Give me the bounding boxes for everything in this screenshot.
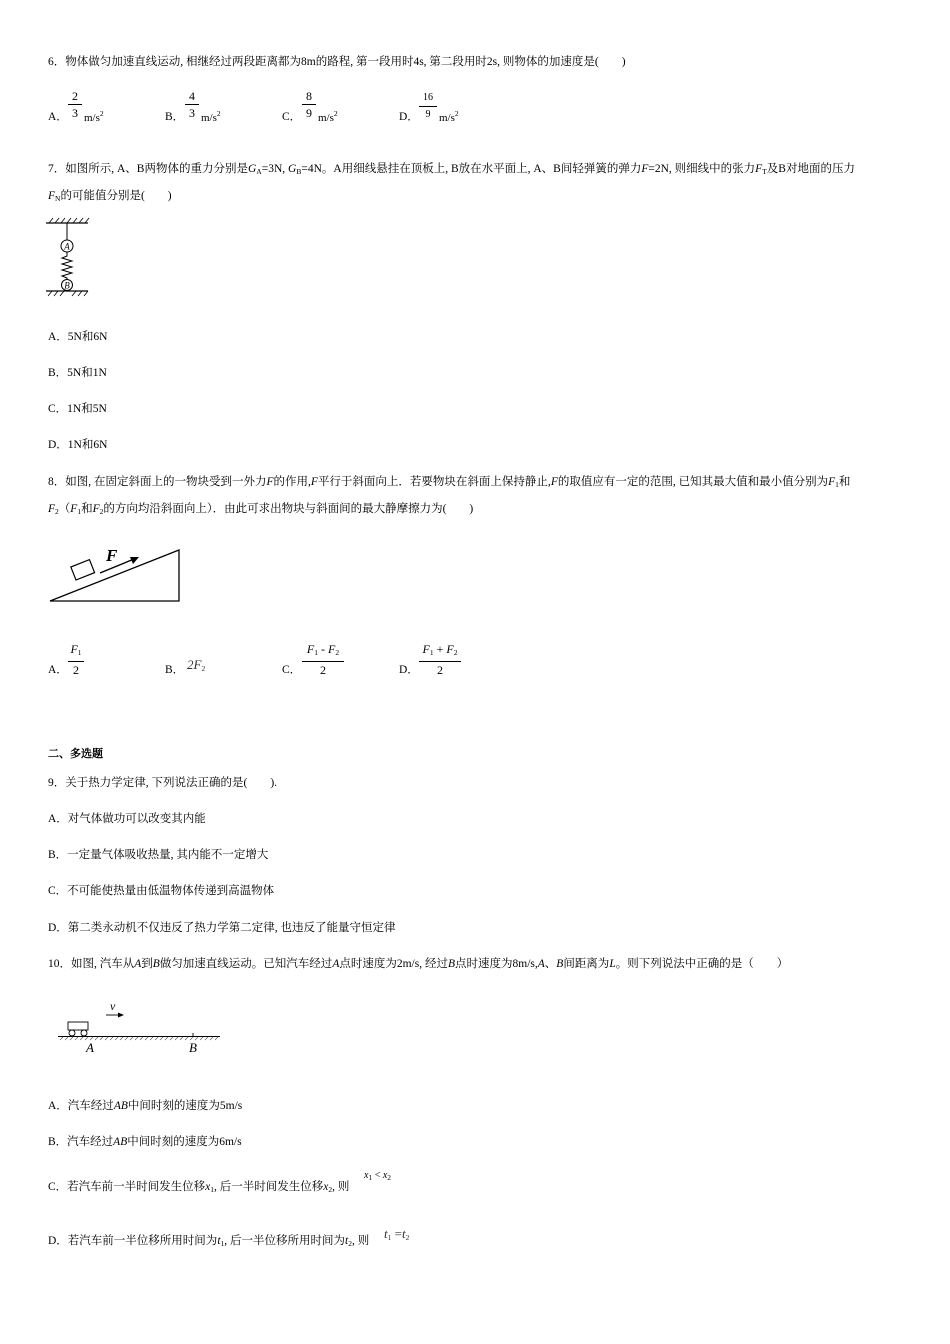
question-8-text-line1: 8．如图, 在固定斜面上的一物块受到一外力F的作用,F平行于斜面向上．若要物块在斜面上保持静止,F的取值应有一定的范围, 已知其最大值和最小值分别为$F_1$和: [48, 476, 851, 489]
option-label: C．: [282, 111, 302, 123]
question-10-text: 10．如图, 汽车从A到B做匀加速直线运动。已知汽车经过A点时速度为2m/s, 经过B点时速度为8m/s,A、B间距离为L。则下列说法中正确的是（ ）: [48, 958, 789, 970]
question-8-text-line2: $F_2(F_1$和$F_2$的方向均沿斜面向上）．由此可求出物块与斜面间的最大静摩擦力为( ): [48, 503, 474, 516]
option-label: D．: [399, 111, 419, 123]
q10-option-a[interactable]: A．汽车经过AB中间时刻的速度为5m/s: [48, 1100, 243, 1112]
option-label: D．: [399, 664, 419, 676]
spring-coil: [62, 252, 72, 280]
fraction: $F_1 + F_2$ 2: [419, 642, 461, 677]
option-label: A．: [48, 111, 68, 123]
question-7-text-line2: $F_N$的可能值分别是( ): [48, 190, 172, 203]
velocity-label: v: [110, 999, 116, 1013]
block: [71, 560, 95, 580]
car-wheel-front: [81, 1030, 87, 1036]
q7-option-b[interactable]: B．5N和1N: [48, 367, 107, 379]
q10-option-c-formula: $x_1 < x_2$: [364, 1170, 392, 1182]
velocity-arrowhead: [118, 1013, 124, 1018]
question-9-text: 9．关于热力学定律, 下列说法正确的是( ).: [48, 777, 278, 789]
q10-option-b[interactable]: B．汽车经过AB中间时刻的速度为6m/s: [48, 1136, 242, 1148]
point-a-label: A: [86, 1040, 94, 1055]
fraction: 16 9: [419, 91, 437, 122]
option-label: C．: [282, 664, 302, 676]
car-wheel-rear: [69, 1030, 75, 1036]
q9-option-b[interactable]: B．一定量气体吸收热量, 其内能不一定增大: [48, 849, 269, 861]
spring-figure: [46, 218, 90, 298]
incline-figure: [48, 545, 183, 605]
fraction: 4 3: [185, 89, 199, 120]
q9-option-a[interactable]: A．对气体做功可以改变其内能: [48, 813, 206, 825]
q7-option-d[interactable]: D．1N和6N: [48, 439, 108, 451]
q9-option-d[interactable]: D．第二类永动机不仅违反了热力学第二定律, 也违反了能量守恒定律: [48, 922, 396, 934]
option-label: B．: [165, 111, 185, 123]
q7-option-c[interactable]: C．1N和5N: [48, 403, 107, 415]
block-a-label: A: [64, 241, 70, 252]
q9-option-c[interactable]: C．不可能使热量由低温物体传递到高温物体: [48, 885, 275, 897]
question-7-text-line1: 7．如图所示, A、B两物体的重力分别是$G_A=3N$, $G_B=4N$。A用细线悬挂在顶板上, B放在水平面上, A、B间轻弹簧的弹力F=2N, 则细线中的张力$F_T$及B对地面的压力: [48, 163, 855, 176]
unit: $m/s^2$: [84, 109, 104, 124]
q10-option-c[interactable]: C．若汽车前一半时间发生位移$x_1$, 后一半时间发生位移$x_2$, 则: [48, 1181, 350, 1194]
fraction: 8 9: [302, 89, 316, 120]
car-figure: [58, 1000, 223, 1060]
force-label: F: [106, 546, 118, 565]
unit: $m/s^2$: [201, 109, 221, 124]
car-body: [68, 1022, 88, 1030]
block-b-label: B: [64, 280, 70, 291]
q10-option-d[interactable]: D．若汽车前一半位移所用时间为$t_1$, 后一半位移所用时间为$t_2$, 则: [48, 1235, 370, 1248]
question-6-text: 6．物体做匀加速直线运动, 相继经过两段距离都为8m的路程, 第一段用时4s, 第二段用时2s, 则物体的加速度是( ): [48, 56, 626, 68]
fraction: $F_1$ 2: [68, 642, 84, 677]
option-label: B．: [165, 664, 185, 676]
option-label: A．: [48, 664, 68, 676]
floor-hatch: [48, 291, 88, 296]
q10-option-d-formula: $t_1 =t_2$: [384, 1226, 410, 1242]
expression: $2F_2$: [187, 657, 206, 673]
q7-option-a[interactable]: A．5N和6N: [48, 331, 108, 343]
section-heading: 二、多选题: [48, 747, 103, 760]
fraction: $F_1 - F_2$ 2: [302, 642, 344, 677]
unit: $m/s^2$: [439, 109, 459, 124]
point-b-label: B: [189, 1040, 197, 1055]
ceiling-hatch: [49, 218, 89, 223]
unit: $m/s^2$: [318, 109, 338, 124]
fraction: 2 3: [68, 89, 82, 120]
